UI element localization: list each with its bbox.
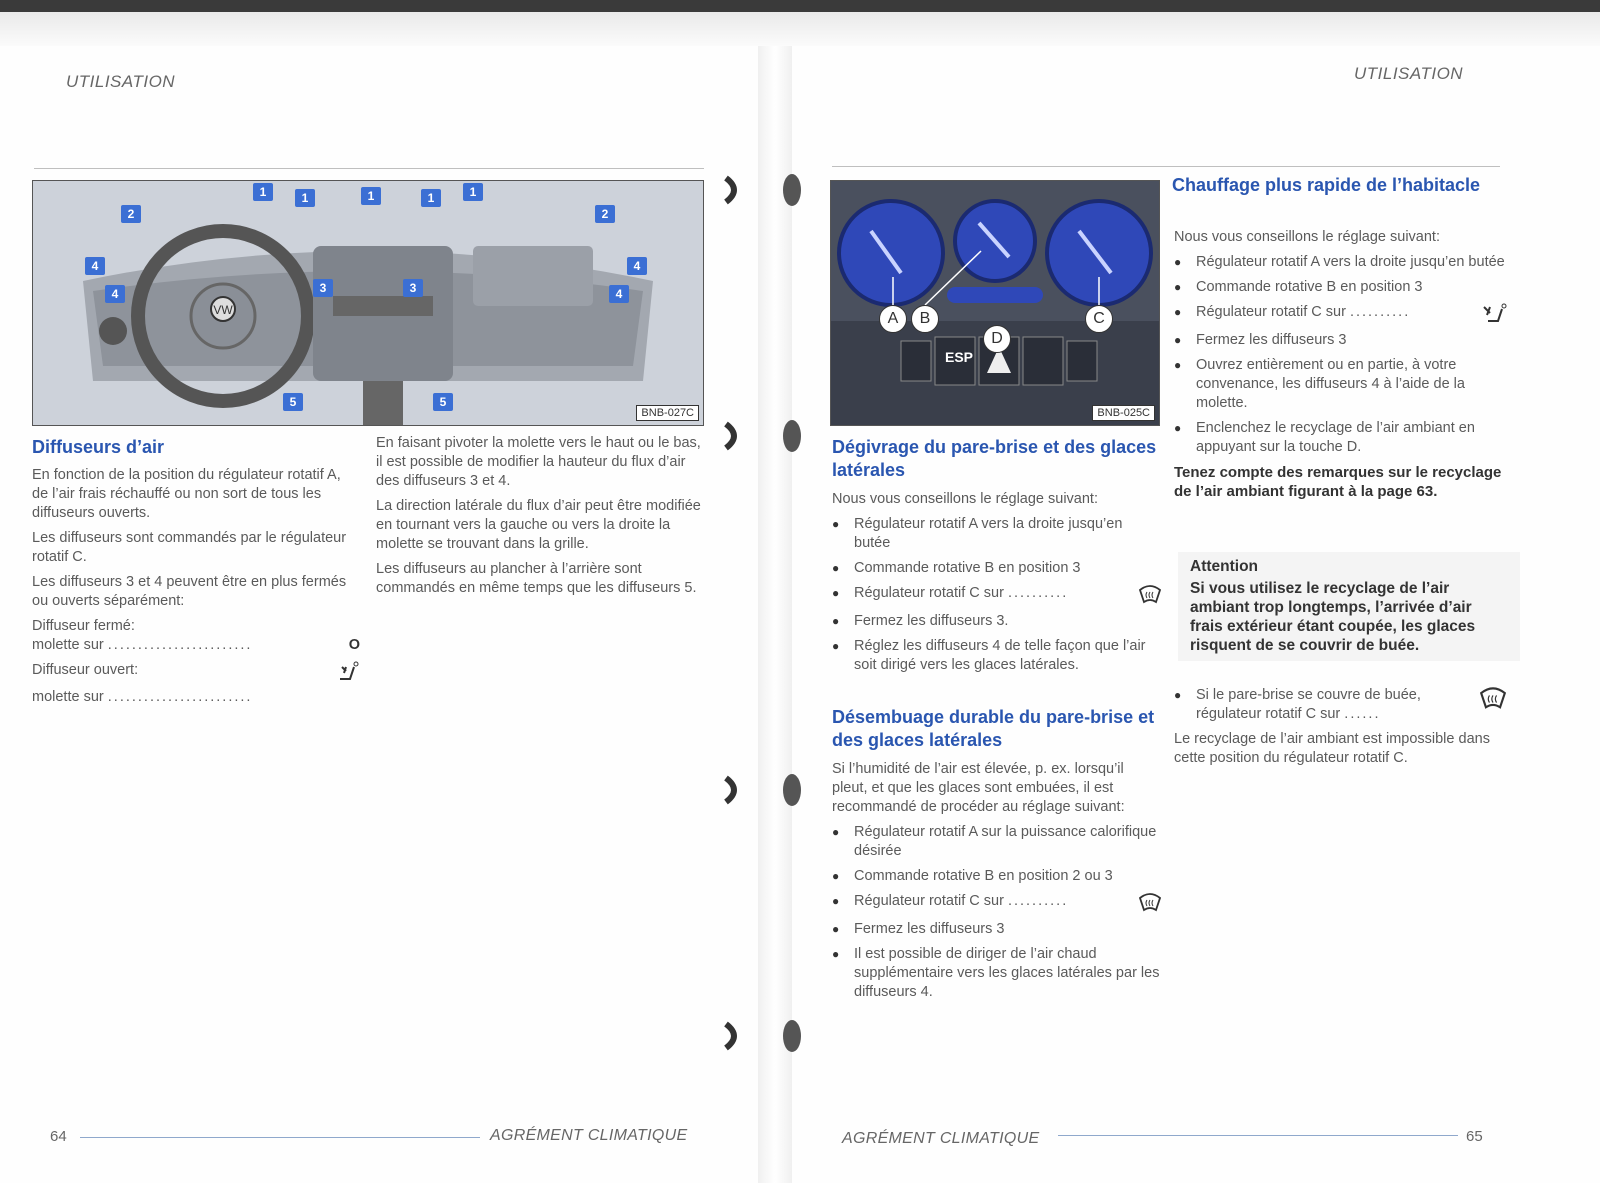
bullet-item: ● Il est possible de diriger de l’air chaud supplémentaire vers les glaces latérales par les diffuseurs 4. bbox=[832, 945, 1162, 1002]
figure-code: BNB-025C bbox=[1092, 405, 1155, 421]
leader-dots: ........................ bbox=[107, 689, 253, 705]
bullet-text: Régulateur rotatif C sur bbox=[1196, 304, 1346, 320]
binding-gutter bbox=[758, 46, 792, 1183]
vent-number-2: 2 bbox=[595, 205, 615, 223]
closed-symbol: O bbox=[348, 637, 360, 653]
bullet-item: ● Fermez les diffuseurs 3. bbox=[832, 612, 1162, 631]
vent-number-1: 1 bbox=[253, 183, 273, 201]
bullet-item: ● Commande rotative B en position 2 ou 3 bbox=[832, 867, 1162, 886]
left-top-rule bbox=[34, 168, 704, 169]
open-setting-line bbox=[32, 688, 360, 707]
vent-number-4: 4 bbox=[105, 285, 125, 303]
open-label: Diffuseur ouvert: bbox=[32, 662, 139, 678]
attention-title: Attention bbox=[1190, 558, 1259, 575]
bullet-item bbox=[1174, 686, 1508, 724]
defrost-icon bbox=[1138, 584, 1162, 606]
binding-ring-icon bbox=[722, 418, 750, 454]
esp-button-label: ESP bbox=[945, 349, 974, 365]
vent-number-1: 1 bbox=[361, 187, 381, 205]
scan-top-edge bbox=[0, 0, 1600, 12]
bullet-item: ● Commande rotative B en position 3 bbox=[1174, 278, 1508, 297]
open-label-line bbox=[32, 661, 360, 688]
binding-ring-icon bbox=[722, 772, 750, 808]
attention-body: Si vous utilisez le recyclage de l’air ambiant trop longtemps, l’arrivée d’air frais extérieur étant coupée, les glaces risquent de se couvrir de buée. bbox=[1190, 580, 1476, 654]
section-title-chauffage: Chauffage plus rapide de l’habitacle bbox=[1172, 175, 1481, 195]
leader-dots: .......... bbox=[1007, 893, 1069, 909]
closed-setting-line bbox=[32, 636, 360, 655]
open-line-text: molette sur bbox=[32, 689, 104, 705]
desembuage-section bbox=[832, 760, 1162, 1008]
degivrage-section bbox=[832, 490, 1162, 681]
paragraph: Le recyclage de l’air ambiant est impossible dans cette position du régulateur rotatif C. bbox=[1174, 731, 1490, 766]
right-top-rule bbox=[832, 166, 1500, 167]
closed-line-text: molette sur bbox=[32, 637, 104, 653]
climate-panel-figure bbox=[830, 180, 1160, 426]
chauffage-tail bbox=[1174, 686, 1508, 774]
scan-shade bbox=[0, 12, 1600, 46]
vent-number-1: 1 bbox=[463, 183, 483, 201]
paragraph: Les diffuseurs au plancher à l’arrière sont commandés en même temps que les diffuseurs 5. bbox=[376, 561, 697, 596]
section-title-degivrage: Dégivrage du pare-brise et des glaces latérales bbox=[832, 437, 1157, 480]
bullet-item: ● Régulateur rotatif A vers la droite jusqu’en butée bbox=[1174, 253, 1508, 272]
section-title-diffuseurs: Diffuseurs d’air bbox=[32, 437, 165, 457]
bullet-item bbox=[832, 892, 1162, 914]
defrost-icon bbox=[1138, 892, 1162, 914]
page-number-right: 65 bbox=[1466, 1128, 1483, 1145]
bullet-item: ● Fermez les diffuseurs 3 bbox=[832, 920, 1162, 939]
bullet-text: Si le pare-brise se couvre de buée, régulateur rotatif C sur bbox=[1196, 687, 1421, 722]
paragraph: Nous vous conseillons le réglage suivant: bbox=[832, 491, 1098, 507]
callout-b: B bbox=[911, 305, 939, 333]
vent-number-3: 3 bbox=[313, 279, 333, 297]
defrost-icon bbox=[1478, 686, 1508, 712]
leader-dots: .......... bbox=[1007, 585, 1069, 601]
left-column-1 bbox=[32, 466, 360, 707]
right-footer-rule bbox=[1058, 1135, 1458, 1136]
dashboard-figure bbox=[32, 180, 704, 426]
leader-dots: ...... bbox=[1344, 706, 1381, 722]
seat-vent-icon bbox=[336, 661, 360, 688]
left-column-2 bbox=[376, 434, 704, 604]
binding-ring-icon bbox=[778, 772, 806, 808]
bullet-item: ● Régulateur rotatif A vers la droite jusqu’en butée bbox=[832, 515, 1162, 553]
vent-number-1: 1 bbox=[295, 189, 315, 207]
binding-ring-icon bbox=[778, 172, 806, 208]
vent-number-4: 4 bbox=[609, 285, 629, 303]
paragraph: Si l’humidité de l’air est élevée, p. ex. lorsqu’il pleut, et que les glaces sont embuées, il est recommandé de procéder au réglage suivant: bbox=[832, 761, 1125, 815]
paragraph: Nous vous conseillons le réglage suivant: bbox=[1174, 229, 1440, 245]
callout-d: D bbox=[983, 325, 1011, 353]
figure-code: BNB-027C bbox=[636, 405, 699, 421]
right-running-header: UTILISATION bbox=[1354, 64, 1464, 83]
bullet-item: ● Réglez les diffuseurs 4 de telle façon que l’air soit dirigé vers les glaces latérales. bbox=[832, 637, 1162, 675]
left-running-header: UTILISATION bbox=[66, 72, 176, 91]
vent-number-1: 1 bbox=[421, 189, 441, 207]
bullet-item: ● Enclenchez le recyclage de l’air ambiant en appuyant sur la touche D. bbox=[1174, 419, 1508, 457]
callout-c: C bbox=[1085, 305, 1113, 333]
paragraph: La direction latérale du flux d’air peut être modifiée en tournant vers la gauche ou vers la droite la molette se trouvant dans la grille. bbox=[376, 498, 701, 552]
binding-ring-icon bbox=[722, 172, 750, 208]
page-number-left: 64 bbox=[50, 1128, 67, 1145]
binding-ring-icon bbox=[722, 1018, 750, 1054]
vent-number-5: 5 bbox=[433, 393, 453, 411]
left-footer: AGRÉMENT CLIMATIQUE bbox=[490, 1127, 688, 1144]
attention-box bbox=[1178, 552, 1520, 661]
note-recyclage: Tenez compte des remarques sur le recyclage de l’air ambiant figurant à la page 63. bbox=[1174, 464, 1502, 500]
callout-a: A bbox=[879, 305, 907, 333]
vent-number-5: 5 bbox=[283, 393, 303, 411]
svg-text:VW: VW bbox=[213, 303, 233, 317]
bullet-text: Régulateur rotatif C sur bbox=[854, 893, 1004, 909]
vent-number-2: 2 bbox=[121, 205, 141, 223]
bullet-text: Régulateur rotatif C sur bbox=[854, 585, 1004, 601]
paragraph: En faisant pivoter la molette vers le haut ou le bas, il est possible de modifier la hauteur du flux d’air des diffuseurs 3 et 4. bbox=[376, 435, 701, 489]
binding-ring-icon bbox=[778, 1018, 806, 1054]
paragraph: Les diffuseurs sont commandés par le régulateur rotatif C. bbox=[32, 530, 347, 565]
bullet-item: ● Régulateur rotatif A sur la puissance calorifique désirée bbox=[832, 823, 1162, 861]
right-footer: AGRÉMENT CLIMATIQUE bbox=[842, 1130, 1040, 1147]
bullet-item bbox=[832, 584, 1162, 606]
leader-dots: ........................ bbox=[107, 637, 253, 653]
paragraph: En fonction de la position du régulateur rotatif A, de l’air frais réchauffé ou non sort de tous les diffuseurs ouverts. bbox=[32, 467, 341, 521]
leader-dots: .......... bbox=[1349, 304, 1411, 320]
section-title-desembuage: Désembuage durable du pare-brise et des glaces latérales bbox=[832, 707, 1155, 750]
bullet-item bbox=[1174, 303, 1508, 325]
seat-windshield-icon bbox=[1482, 303, 1508, 325]
bullet-item: ● Fermez les diffuseurs 3 bbox=[1174, 331, 1508, 350]
bullet-item: ● Commande rotative B en position 3 bbox=[832, 559, 1162, 578]
left-footer-rule bbox=[80, 1137, 480, 1138]
vent-number-4: 4 bbox=[627, 257, 647, 275]
climate-panel-illustration bbox=[831, 181, 1159, 425]
bullet-item: ● Ouvrez entièrement ou en partie, à votre convenance, les diffuseurs 4 à l’aide de la molette. bbox=[1174, 356, 1508, 413]
vent-number-4: 4 bbox=[85, 257, 105, 275]
paragraph: Les diffuseurs 3 et 4 peuvent être en plus fermés ou ouverts séparément: bbox=[32, 574, 347, 609]
chauffage-section bbox=[1174, 228, 1508, 507]
closed-label: Diffuseur fermé: bbox=[32, 618, 135, 634]
binding-ring-icon bbox=[778, 418, 806, 454]
vent-number-3: 3 bbox=[403, 279, 423, 297]
